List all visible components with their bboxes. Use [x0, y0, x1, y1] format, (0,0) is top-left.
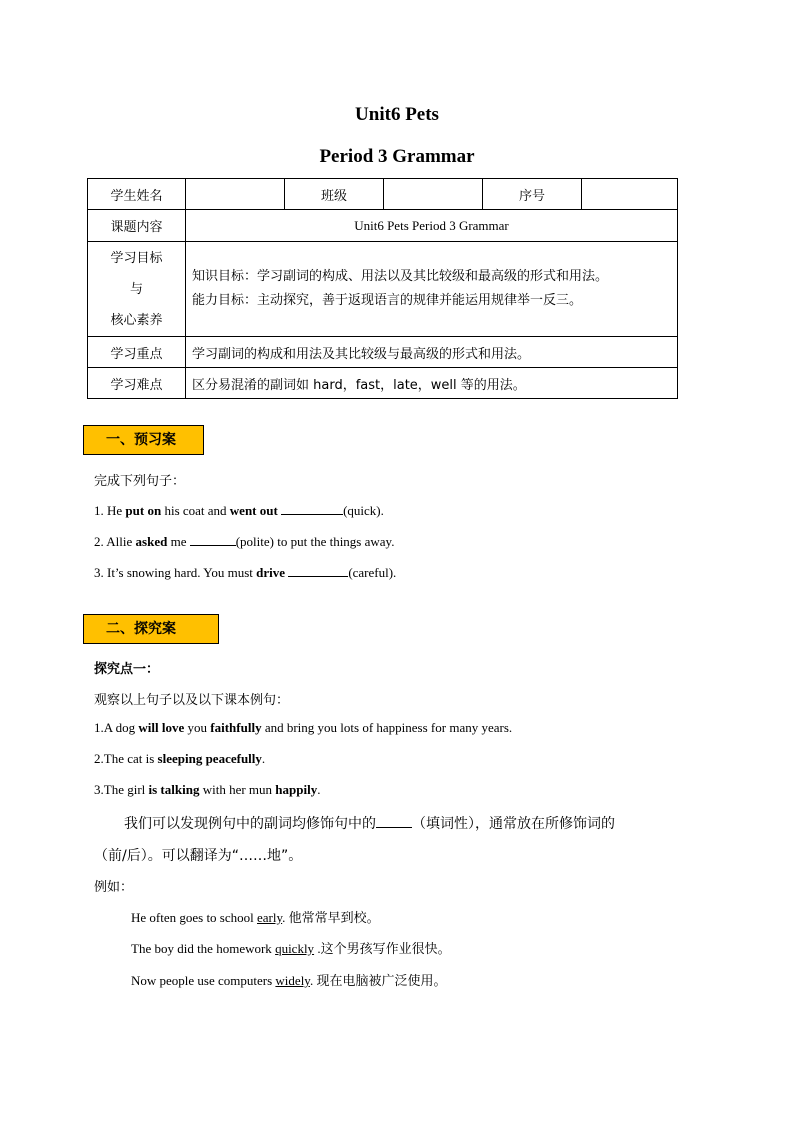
section-badge-preview: 一、预习案 — [83, 425, 204, 455]
observation-paragraph-line2: （前/后）。可以翻译为“……地”。 — [94, 848, 303, 864]
focus-label: 学习重点 — [88, 337, 186, 368]
answer-blank[interactable] — [190, 533, 236, 546]
text: 1.A dog — [94, 720, 139, 735]
student-info-table — [87, 178, 678, 399]
goals-value — [186, 242, 678, 337]
class-label: 班级 — [285, 179, 384, 210]
bold-phrase: went out — [229, 503, 278, 518]
text: (polite) to put the things away. — [235, 534, 395, 549]
number-cell[interactable] — [582, 179, 678, 210]
preview-instruction: 完成下列句子： — [94, 474, 186, 489]
exercise-1 — [94, 502, 384, 519]
class-cell[interactable] — [384, 179, 483, 210]
text: 2.The cat is — [94, 751, 158, 766]
text: 我们可以发现例句中的副词均修饰句中的 — [124, 816, 376, 832]
text: with her mun — [199, 782, 276, 797]
text: . — [309, 973, 317, 988]
translation: 这个男孩写作业很快。 — [320, 942, 451, 957]
bold-phrase: asked — [135, 534, 168, 549]
bold-phrase: put on — [125, 503, 162, 518]
text: and bring you lots of happiness for many years. — [261, 720, 513, 735]
text: . — [282, 910, 289, 925]
translation: 现在电脑被广泛使用。 — [316, 974, 447, 989]
text: 3. It’s snowing hard. You must — [94, 565, 257, 580]
topic-value: Unit6 Pets Period 3 Grammar — [186, 210, 678, 242]
example-usage-1 — [131, 907, 380, 926]
text: The boy did the homework — [131, 941, 276, 956]
bold-phrase: will love — [138, 720, 185, 735]
goals-label-line1: 学习目标 — [110, 250, 163, 266]
name-cell[interactable] — [186, 179, 285, 210]
underlined-adverb: quickly — [275, 941, 315, 956]
example-usage-3 — [131, 970, 446, 989]
text: . — [261, 751, 266, 766]
example-label: 例如： — [94, 880, 134, 895]
text: (careful). — [348, 565, 397, 580]
goal-ability: 能力目标：主动探究，善于返现语言的规律并能运用规律举一反三。 — [192, 293, 583, 308]
goals-label-line3: 核心素养 — [110, 312, 163, 328]
example-sentence-3 — [94, 782, 320, 798]
section-badge-explore: 二、探究案 — [83, 614, 219, 644]
goals-label-line2: 与 — [129, 281, 143, 297]
text: me — [167, 534, 190, 549]
number-label: 序号 — [483, 179, 582, 210]
text: . — [314, 941, 321, 956]
text: He often goes to school — [131, 910, 258, 925]
underlined-adverb: widely — [275, 973, 310, 988]
page-title: Unit6 Pets — [355, 104, 439, 125]
page-subtitle: Period 3 Grammar — [319, 146, 475, 167]
example-usage-2 — [131, 938, 451, 957]
example-sentence-2 — [94, 751, 265, 767]
text: . — [317, 782, 321, 797]
exercise-3 — [94, 564, 396, 581]
goals-label — [88, 242, 186, 337]
bold-phrase: happily — [275, 782, 318, 797]
bold-phrase: sleeping peacefully — [157, 751, 262, 766]
focus-value: 学习副词的构成和用法及其比较级与最高级的形式和用法。 — [186, 337, 678, 368]
bold-phrase: drive — [256, 565, 286, 580]
text: (quick). — [343, 503, 384, 518]
text: Now people use computers — [131, 973, 276, 988]
text: （填词性），通常放在所修饰词的 — [412, 816, 615, 832]
difficulty-value: 区分易混淆的副词如 hard，fast，late，well 等的用法。 — [186, 368, 678, 399]
text: his coat and — [161, 503, 230, 518]
name-label: 学生姓名 — [88, 179, 186, 210]
explore-point-heading: 探究点一： — [94, 662, 160, 677]
answer-blank[interactable] — [376, 815, 412, 828]
text: 1. He — [94, 503, 126, 518]
goal-knowledge: 知识目标：学习副词的构成、用法以及其比较级和最高级的形式和用法。 — [192, 269, 609, 284]
example-sentence-1 — [94, 720, 512, 736]
text: 2. Allie — [94, 534, 136, 549]
topic-label: 课题内容 — [88, 210, 186, 242]
underlined-adverb: early — [257, 910, 283, 925]
bold-phrase: is talking — [148, 782, 200, 797]
answer-blank[interactable] — [281, 502, 343, 515]
text: you — [184, 720, 211, 735]
text: 3.The girl — [94, 782, 149, 797]
bold-phrase: faithfully — [210, 720, 262, 735]
difficulty-label: 学习难点 — [88, 368, 186, 399]
observe-instruction: 观察以上句子以及以下课本例句： — [94, 693, 290, 708]
answer-blank[interactable] — [288, 564, 348, 577]
exercise-2 — [94, 533, 394, 550]
observation-paragraph-line1 — [124, 813, 615, 833]
translation: 他常常早到校。 — [288, 911, 380, 926]
